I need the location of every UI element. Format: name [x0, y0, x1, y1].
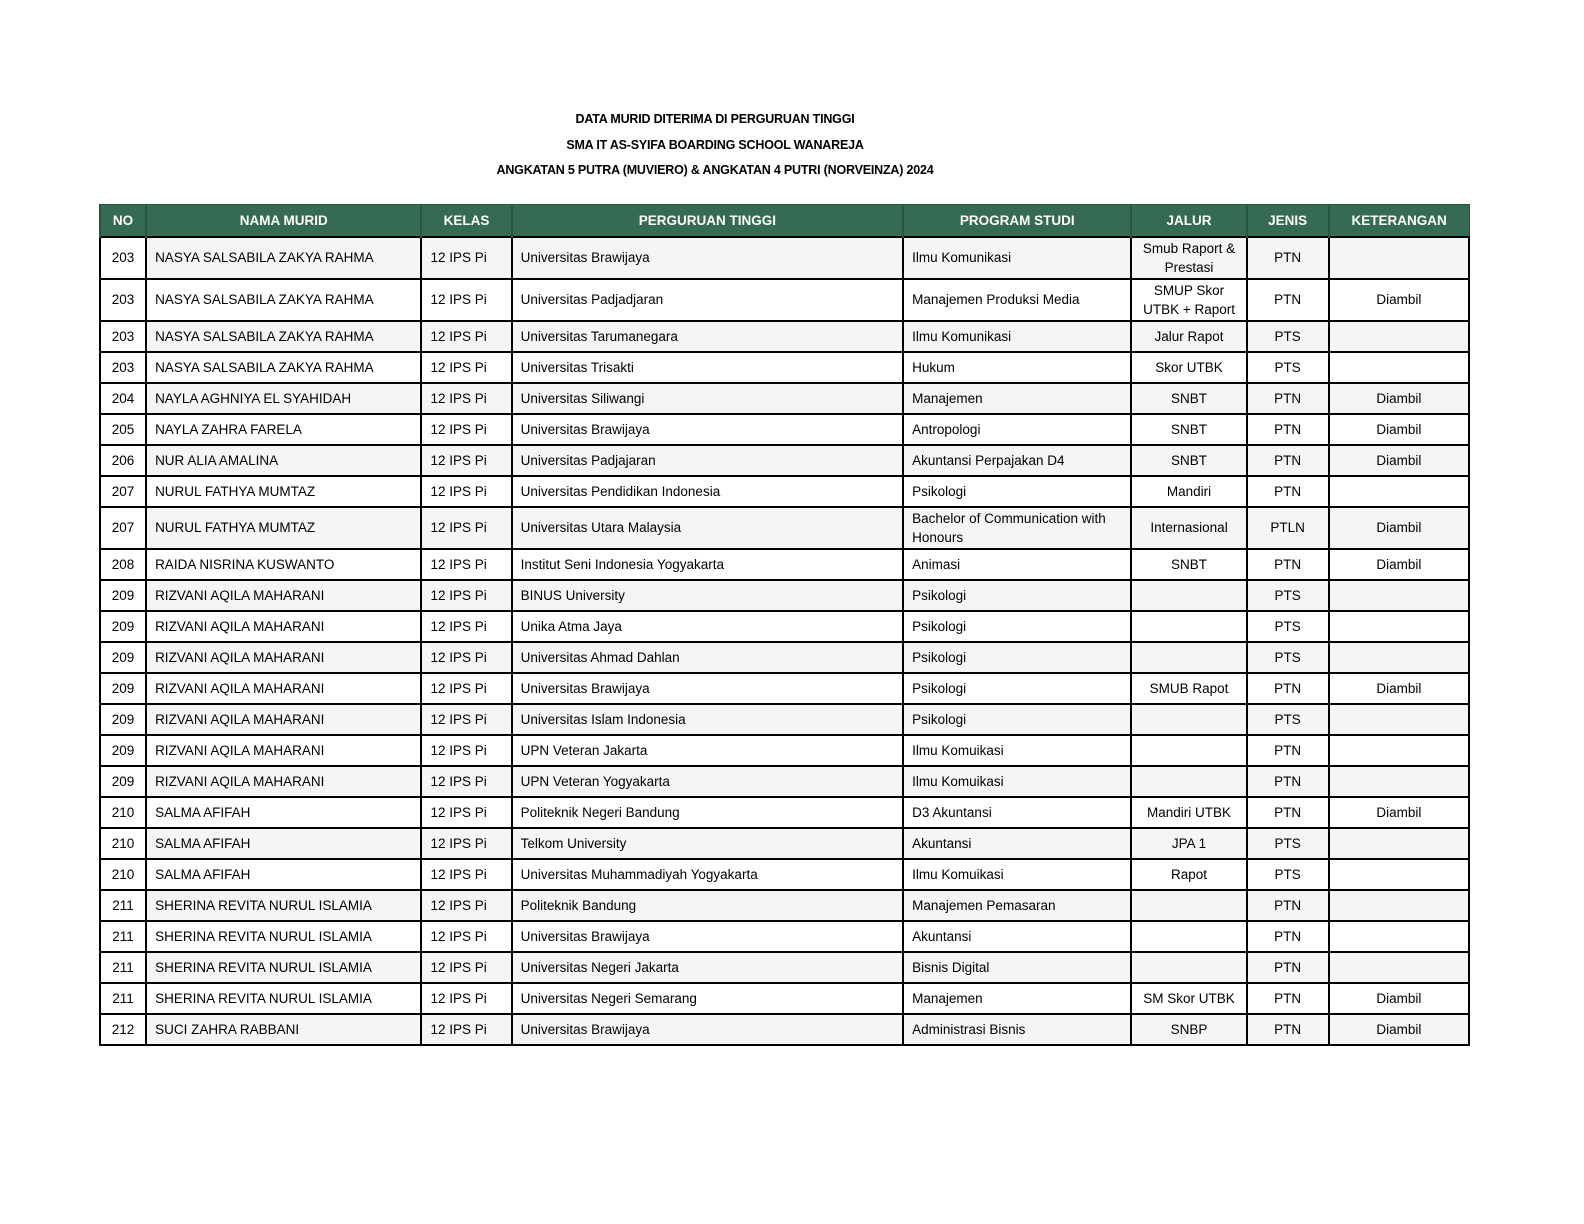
- table-row: [100, 673, 1469, 704]
- cell-nama-murid: NURUL FATHYA MUMTAZ: [146, 476, 421, 507]
- cell-keterangan: Diambil: [1329, 445, 1469, 476]
- cell-jenis: PTN: [1247, 890, 1329, 921]
- cell-no: 207: [100, 507, 146, 549]
- table-row: [100, 859, 1469, 890]
- cell-jenis: PTN: [1247, 952, 1329, 983]
- cell-no: 203: [100, 237, 146, 279]
- table-row: [100, 476, 1469, 507]
- cell-perguruan-tinggi: Universitas Negeri Semarang: [512, 983, 904, 1014]
- cell-perguruan-tinggi: Universitas Utara Malaysia: [512, 507, 904, 549]
- cell-jalur: SNBT: [1131, 549, 1246, 580]
- cell-perguruan-tinggi: Universitas Padjadjaran: [512, 279, 904, 321]
- cell-kelas: 12 IPS Pi: [421, 983, 511, 1014]
- cell-perguruan-tinggi: Politeknik Bandung: [512, 890, 904, 921]
- table-row: [100, 983, 1469, 1014]
- table-row: [100, 445, 1469, 476]
- cell-keterangan: Diambil: [1329, 279, 1469, 321]
- cell-jalur: [1131, 611, 1246, 642]
- cell-jalur: SM Skor UTBK: [1131, 983, 1246, 1014]
- cell-nama-murid: SUCI ZAHRA RABBANI: [146, 1014, 421, 1045]
- cell-jenis: PTN: [1247, 237, 1329, 279]
- cell-program-studi: Psikologi: [903, 476, 1131, 507]
- cell-nama-murid: SALMA AFIFAH: [146, 797, 421, 828]
- cell-keterangan: [1329, 352, 1469, 383]
- cell-keterangan: [1329, 476, 1469, 507]
- cell-no: 208: [100, 549, 146, 580]
- table-row: [100, 549, 1469, 580]
- admissions-table: [99, 204, 1470, 1046]
- cell-program-studi: Animasi: [903, 549, 1131, 580]
- cell-jalur: [1131, 952, 1246, 983]
- cell-jenis: PTS: [1247, 828, 1329, 859]
- cell-perguruan-tinggi: Universitas Siliwangi: [512, 383, 904, 414]
- cell-kelas: 12 IPS Pi: [421, 549, 511, 580]
- cell-program-studi: D3 Akuntansi: [903, 797, 1131, 828]
- cell-jalur: Mandiri: [1131, 476, 1246, 507]
- cell-kelas: 12 IPS Pi: [421, 952, 511, 983]
- cell-kelas: 12 IPS Pi: [421, 279, 511, 321]
- cell-jenis: PTN: [1247, 797, 1329, 828]
- cell-perguruan-tinggi: UPN Veteran Jakarta: [512, 735, 904, 766]
- cell-keterangan: [1329, 766, 1469, 797]
- cell-jenis: PTN: [1247, 476, 1329, 507]
- cell-no: 209: [100, 611, 146, 642]
- column-header-no: NO: [100, 205, 146, 238]
- table-row: [100, 952, 1469, 983]
- cell-kelas: 12 IPS Pi: [421, 735, 511, 766]
- title-line-1: DATA MURID DITERIMA DI PERGURUAN TINGGI: [575, 112, 855, 126]
- cell-perguruan-tinggi: Unika Atma Jaya: [512, 611, 904, 642]
- cell-program-studi: Psikologi: [903, 642, 1131, 673]
- column-header-jenis: JENIS: [1247, 205, 1329, 238]
- cell-perguruan-tinggi: BINUS University: [512, 580, 904, 611]
- cell-jenis: PTN: [1247, 766, 1329, 797]
- cell-nama-murid: RIZVANI AQILA MAHARANI: [146, 611, 421, 642]
- cell-nama-murid: SHERINA REVITA NURUL ISLAMIA: [146, 952, 421, 983]
- cell-kelas: 12 IPS Pi: [421, 890, 511, 921]
- cell-perguruan-tinggi: Universitas Islam Indonesia: [512, 704, 904, 735]
- cell-nama-murid: RIZVANI AQILA MAHARANI: [146, 766, 421, 797]
- cell-nama-murid: SHERINA REVITA NURUL ISLAMIA: [146, 983, 421, 1014]
- cell-keterangan: Diambil: [1329, 507, 1469, 549]
- cell-nama-murid: NASYA SALSABILA ZAKYA RAHMA: [146, 321, 421, 352]
- cell-program-studi: Antropologi: [903, 414, 1131, 445]
- cell-kelas: 12 IPS Pi: [421, 321, 511, 352]
- cell-jenis: PTN: [1247, 735, 1329, 766]
- cell-nama-murid: RIZVANI AQILA MAHARANI: [146, 642, 421, 673]
- cell-no: 211: [100, 983, 146, 1014]
- cell-jalur: [1131, 580, 1246, 611]
- cell-kelas: 12 IPS Pi: [421, 352, 511, 383]
- cell-perguruan-tinggi: Universitas Ahmad Dahlan: [512, 642, 904, 673]
- cell-jenis: PTS: [1247, 859, 1329, 890]
- cell-perguruan-tinggi: Universitas Padjajaran: [512, 445, 904, 476]
- cell-keterangan: Diambil: [1329, 549, 1469, 580]
- cell-keterangan: [1329, 611, 1469, 642]
- cell-program-studi: Ilmu Komunikasi: [903, 321, 1131, 352]
- cell-no: 203: [100, 279, 146, 321]
- cell-no: 204: [100, 383, 146, 414]
- cell-kelas: 12 IPS Pi: [421, 642, 511, 673]
- cell-keterangan: [1329, 952, 1469, 983]
- cell-keterangan: [1329, 321, 1469, 352]
- cell-jenis: PTN: [1247, 279, 1329, 321]
- cell-kelas: 12 IPS Pi: [421, 766, 511, 797]
- cell-kelas: 12 IPS Pi: [421, 859, 511, 890]
- cell-no: 209: [100, 673, 146, 704]
- cell-jalur: SNBP: [1131, 1014, 1246, 1045]
- cell-jalur: [1131, 704, 1246, 735]
- cell-no: 203: [100, 352, 146, 383]
- cell-no: 203: [100, 321, 146, 352]
- column-header-jalur: JALUR: [1131, 205, 1246, 238]
- cell-jenis: PTLN: [1247, 507, 1329, 549]
- cell-no: 212: [100, 1014, 146, 1045]
- table-row: [100, 383, 1469, 414]
- cell-jenis: PTS: [1247, 642, 1329, 673]
- cell-no: 209: [100, 704, 146, 735]
- cell-perguruan-tinggi: Politeknik Negeri Bandung: [512, 797, 904, 828]
- table-row: [100, 735, 1469, 766]
- cell-keterangan: [1329, 828, 1469, 859]
- cell-nama-murid: RIZVANI AQILA MAHARANI: [146, 735, 421, 766]
- cell-jenis: PTS: [1247, 580, 1329, 611]
- cell-program-studi: Psikologi: [903, 704, 1131, 735]
- cell-jenis: PTN: [1247, 673, 1329, 704]
- cell-kelas: 12 IPS Pi: [421, 921, 511, 952]
- cell-nama-murid: NUR ALIA AMALINA: [146, 445, 421, 476]
- cell-jalur: Skor UTBK: [1131, 352, 1246, 383]
- table-row: [100, 642, 1469, 673]
- table-row: [100, 279, 1469, 321]
- cell-kelas: 12 IPS Pi: [421, 611, 511, 642]
- cell-no: 211: [100, 921, 146, 952]
- cell-no: 205: [100, 414, 146, 445]
- cell-keterangan: [1329, 859, 1469, 890]
- cell-kelas: 12 IPS Pi: [421, 414, 511, 445]
- cell-kelas: 12 IPS Pi: [421, 383, 511, 414]
- cell-jenis: PTN: [1247, 549, 1329, 580]
- cell-jalur: SMUB Rapot: [1131, 673, 1246, 704]
- cell-jenis: PTN: [1247, 921, 1329, 952]
- cell-no: 210: [100, 797, 146, 828]
- cell-keterangan: [1329, 642, 1469, 673]
- cell-program-studi: Psikologi: [903, 580, 1131, 611]
- cell-no: 209: [100, 735, 146, 766]
- cell-jalur: JPA 1: [1131, 828, 1246, 859]
- table-row: [100, 1014, 1469, 1045]
- cell-keterangan: Diambil: [1329, 673, 1469, 704]
- table-row: [100, 237, 1469, 279]
- cell-perguruan-tinggi: Universitas Muhammadiyah Yogyakarta: [512, 859, 904, 890]
- cell-program-studi: Administrasi Bisnis: [903, 1014, 1131, 1045]
- cell-keterangan: Diambil: [1329, 414, 1469, 445]
- cell-kelas: 12 IPS Pi: [421, 673, 511, 704]
- cell-jenis: PTS: [1247, 704, 1329, 735]
- cell-jenis: PTN: [1247, 445, 1329, 476]
- cell-nama-murid: SALMA AFIFAH: [146, 859, 421, 890]
- cell-nama-murid: SHERINA REVITA NURUL ISLAMIA: [146, 921, 421, 952]
- table-row: [100, 704, 1469, 735]
- cell-program-studi: Akuntansi Perpajakan D4: [903, 445, 1131, 476]
- cell-program-studi: Akuntansi: [903, 828, 1131, 859]
- column-header-perguruan-tinggi: PERGURUAN TINGGI: [512, 205, 904, 238]
- cell-jalur: [1131, 735, 1246, 766]
- table-body: [100, 237, 1469, 1045]
- cell-nama-murid: SALMA AFIFAH: [146, 828, 421, 859]
- cell-nama-murid: RIZVANI AQILA MAHARANI: [146, 580, 421, 611]
- cell-kelas: 12 IPS Pi: [421, 237, 511, 279]
- cell-perguruan-tinggi: Telkom University: [512, 828, 904, 859]
- table-header-row: [100, 205, 1469, 238]
- cell-no: 210: [100, 828, 146, 859]
- cell-program-studi: Manajemen: [903, 383, 1131, 414]
- cell-perguruan-tinggi: Universitas Negeri Jakarta: [512, 952, 904, 983]
- cell-perguruan-tinggi: Universitas Pendidikan Indonesia: [512, 476, 904, 507]
- cell-nama-murid: RAIDA NISRINA KUSWANTO: [146, 549, 421, 580]
- cell-keterangan: Diambil: [1329, 797, 1469, 828]
- cell-perguruan-tinggi: Universitas Brawijaya: [512, 414, 904, 445]
- cell-keterangan: [1329, 890, 1469, 921]
- cell-perguruan-tinggi: Universitas Brawijaya: [512, 921, 904, 952]
- cell-nama-murid: SHERINA REVITA NURUL ISLAMIA: [146, 890, 421, 921]
- cell-program-studi: Ilmu Komuikasi: [903, 735, 1131, 766]
- column-header-nama-murid: NAMA MURID: [146, 205, 421, 238]
- table-row: [100, 507, 1469, 549]
- cell-no: 211: [100, 952, 146, 983]
- column-header-kelas: KELAS: [421, 205, 511, 238]
- cell-jalur: [1131, 890, 1246, 921]
- cell-no: 209: [100, 642, 146, 673]
- cell-jenis: PTN: [1247, 414, 1329, 445]
- cell-nama-murid: NAYLA AGHNIYA EL SYAHIDAH: [146, 383, 421, 414]
- table-row: [100, 828, 1469, 859]
- cell-program-studi: Ilmu Komunikasi: [903, 237, 1131, 279]
- cell-keterangan: [1329, 580, 1469, 611]
- cell-jalur: Mandiri UTBK: [1131, 797, 1246, 828]
- cell-program-studi: Ilmu Komuikasi: [903, 766, 1131, 797]
- table-row: [100, 414, 1469, 445]
- cell-perguruan-tinggi: Universitas Brawijaya: [512, 1014, 904, 1045]
- table-row: [100, 921, 1469, 952]
- cell-program-studi: Ilmu Komuikasi: [903, 859, 1131, 890]
- cell-program-studi: Manajemen Produksi Media: [903, 279, 1131, 321]
- title-line-2: SMA IT AS-SYIFA BOARDING SCHOOL WANAREJA: [566, 137, 864, 152]
- cell-jalur: Rapot: [1131, 859, 1246, 890]
- cell-kelas: 12 IPS Pi: [421, 797, 511, 828]
- cell-jalur: Jalur Rapot: [1131, 321, 1246, 352]
- cell-keterangan: [1329, 237, 1469, 279]
- cell-jalur: SNBT: [1131, 414, 1246, 445]
- document-title-block: [0, 109, 1430, 186]
- cell-program-studi: Bisnis Digital: [903, 952, 1131, 983]
- cell-jenis: PTS: [1247, 321, 1329, 352]
- cell-jenis: PTS: [1247, 352, 1329, 383]
- cell-kelas: 12 IPS Pi: [421, 476, 511, 507]
- cell-program-studi: Manajemen Pemasaran: [903, 890, 1131, 921]
- cell-no: 209: [100, 766, 146, 797]
- cell-nama-murid: RIZVANI AQILA MAHARANI: [146, 704, 421, 735]
- cell-jenis: PTN: [1247, 383, 1329, 414]
- cell-jalur: [1131, 921, 1246, 952]
- cell-keterangan: [1329, 735, 1469, 766]
- table-row: [100, 766, 1469, 797]
- cell-kelas: 12 IPS Pi: [421, 704, 511, 735]
- cell-program-studi: Psikologi: [903, 673, 1131, 704]
- cell-program-studi: Manajemen: [903, 983, 1131, 1014]
- title-line-3: ANGKATAN 5 PUTRA (MUVIERO) & ANGKATAN 4 PUTRI (NORVEINZA) 2024: [496, 163, 934, 177]
- cell-perguruan-tinggi: Universitas Trisakti: [512, 352, 904, 383]
- column-header-keterangan: KETERANGAN: [1329, 205, 1469, 238]
- cell-nama-murid: RIZVANI AQILA MAHARANI: [146, 673, 421, 704]
- cell-program-studi: Hukum: [903, 352, 1131, 383]
- cell-jalur: SMUP Skor UTBK + Raport: [1131, 279, 1246, 321]
- cell-jalur: Internasional: [1131, 507, 1246, 549]
- cell-perguruan-tinggi: Universitas Brawijaya: [512, 673, 904, 704]
- cell-program-studi: Akuntansi: [903, 921, 1131, 952]
- table-row: [100, 797, 1469, 828]
- cell-jalur: SNBT: [1131, 445, 1246, 476]
- cell-no: 207: [100, 476, 146, 507]
- cell-nama-murid: NASYA SALSABILA ZAKYA RAHMA: [146, 352, 421, 383]
- cell-keterangan: Diambil: [1329, 983, 1469, 1014]
- cell-program-studi: Psikologi: [903, 611, 1131, 642]
- cell-perguruan-tinggi: UPN Veteran Yogyakarta: [512, 766, 904, 797]
- cell-kelas: 12 IPS Pi: [421, 580, 511, 611]
- cell-perguruan-tinggi: Institut Seni Indonesia Yogyakarta: [512, 549, 904, 580]
- cell-keterangan: [1329, 921, 1469, 952]
- table-row: [100, 321, 1469, 352]
- cell-kelas: 12 IPS Pi: [421, 1014, 511, 1045]
- cell-keterangan: Diambil: [1329, 383, 1469, 414]
- table-row: [100, 890, 1469, 921]
- cell-jalur: SNBT: [1131, 383, 1246, 414]
- table-row: [100, 580, 1469, 611]
- cell-jenis: PTN: [1247, 1014, 1329, 1045]
- cell-jalur: Smub Raport & Prestasi: [1131, 237, 1246, 279]
- cell-jalur: [1131, 766, 1246, 797]
- cell-jalur: [1131, 642, 1246, 673]
- cell-no: 210: [100, 859, 146, 890]
- table-row: [100, 611, 1469, 642]
- cell-perguruan-tinggi: Universitas Tarumanegara: [512, 321, 904, 352]
- cell-keterangan: Diambil: [1329, 1014, 1469, 1045]
- cell-program-studi: Bachelor of Communication with Honours: [903, 507, 1131, 549]
- cell-perguruan-tinggi: Universitas Brawijaya: [512, 237, 904, 279]
- cell-jenis: PTS: [1247, 611, 1329, 642]
- cell-keterangan: [1329, 704, 1469, 735]
- cell-kelas: 12 IPS Pi: [421, 828, 511, 859]
- cell-nama-murid: NAYLA ZAHRA FARELA: [146, 414, 421, 445]
- cell-nama-murid: NASYA SALSABILA ZAKYA RAHMA: [146, 237, 421, 279]
- cell-jenis: PTN: [1247, 983, 1329, 1014]
- cell-kelas: 12 IPS Pi: [421, 445, 511, 476]
- cell-nama-murid: NASYA SALSABILA ZAKYA RAHMA: [146, 279, 421, 321]
- cell-no: 211: [100, 890, 146, 921]
- cell-nama-murid: NURUL FATHYA MUMTAZ: [146, 507, 421, 549]
- cell-no: 206: [100, 445, 146, 476]
- cell-no: 209: [100, 580, 146, 611]
- column-header-program-studi: PROGRAM STUDI: [903, 205, 1131, 238]
- cell-kelas: 12 IPS Pi: [421, 507, 511, 549]
- table-row: [100, 352, 1469, 383]
